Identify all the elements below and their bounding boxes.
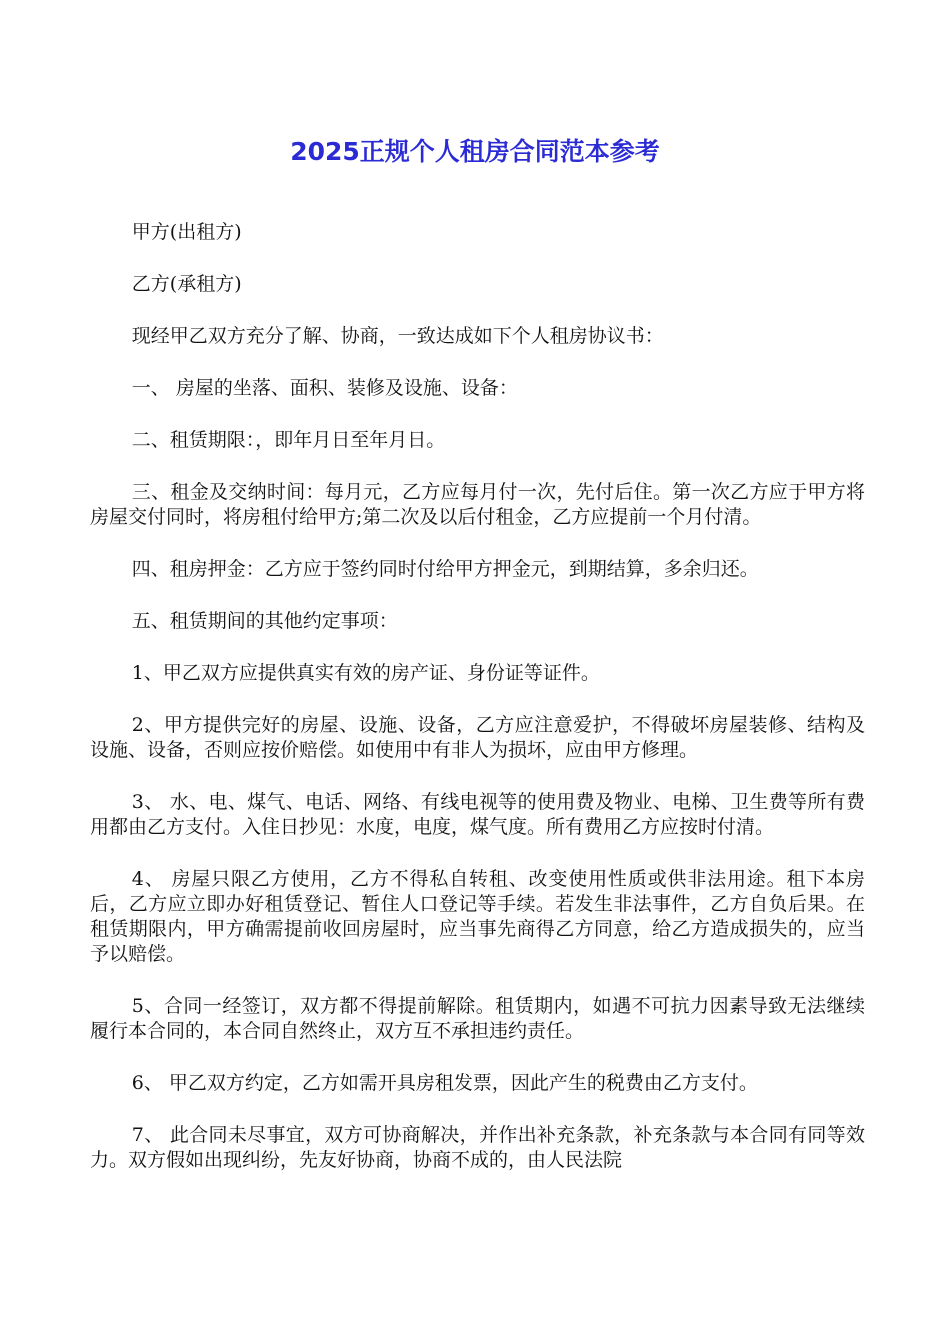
term-item-2: 2、甲方提供完好的房屋、设施、设备，乙方应注意爱护，不得破坏房屋装修、结构及设施、设备，否则应按价赔偿。如使用中有非人为损坏，应由甲方修理。 <box>90 714 865 761</box>
party-b-line: 乙方(承租方) <box>131 273 242 295</box>
party-a-line: 甲方(出租方) <box>131 221 242 243</box>
agreement-intro: 现经甲乙双方充分了解、协商，一致达成如下个人租房协议书： <box>131 325 664 347</box>
clause-3-rent: 三、租金及交纳时间：每月元，乙方应每月付一次，先付后住。第一次乙方应于甲方将房屋交付同时，将房租付给甲方;第二次及以后付租金，乙方应提前一个月付清。 <box>90 481 865 528</box>
term-item-4: 4、 房屋只限乙方使用，乙方不得私自转租、改变使用性质或供非法用途。租下本房后，乙方应立即办好租赁登记、暂住人口登记等手续。若发生非法事件，乙方自负后果。在租赁期限内，甲方确需提前收回房屋时，应当事先商得乙方同意，给乙方造成损失的，应当予以赔偿。 <box>90 868 865 965</box>
clause-5-other-terms: 五、租赁期间的其他约定事项： <box>131 610 398 632</box>
term-item-1: 1、甲乙双方应提供真实有效的房产证、身份证等证件。 <box>131 662 600 684</box>
clause-1-property: 一、 房屋的坐落、面积、装修及设施、设备： <box>131 377 518 399</box>
term-item-3: 3、 水、电、煤气、电话、网络、有线电视等的使用费及物业、电梯、卫生费等所有费用都由乙方支付。入住日抄见：水度，电度，煤气度。所有费用乙方应按时付清。 <box>90 791 865 838</box>
clause-2-term: 二、租赁期限：，即年月日至年月日。 <box>131 429 446 451</box>
term-item-6: 6、 甲乙双方约定，乙方如需开具房租发票，因此产生的税费由乙方支付。 <box>131 1072 758 1094</box>
document-body <box>90 220 865 1200</box>
clause-4-deposit: 四、租房押金：乙方应于签约同时付给甲方押金元，到期结算，多余归还。 <box>131 558 759 580</box>
term-item-5: 5、合同一经签订，双方都不得提前解除。租赁期内，如遇不可抗力因素导致无法继续履行本合同的，本合同自然终止，双方互不承担违约责任。 <box>90 995 865 1042</box>
document-title: 2025正规个人租房合同范本参考 <box>290 137 660 166</box>
term-item-7: 7、 此合同未尽事宜，双方可协商解决，并作出补充条款，补充条款与本合同有同等效力。双方假如出现纠纷，先友好协商，协商不成的，由人民法院 <box>90 1124 865 1171</box>
